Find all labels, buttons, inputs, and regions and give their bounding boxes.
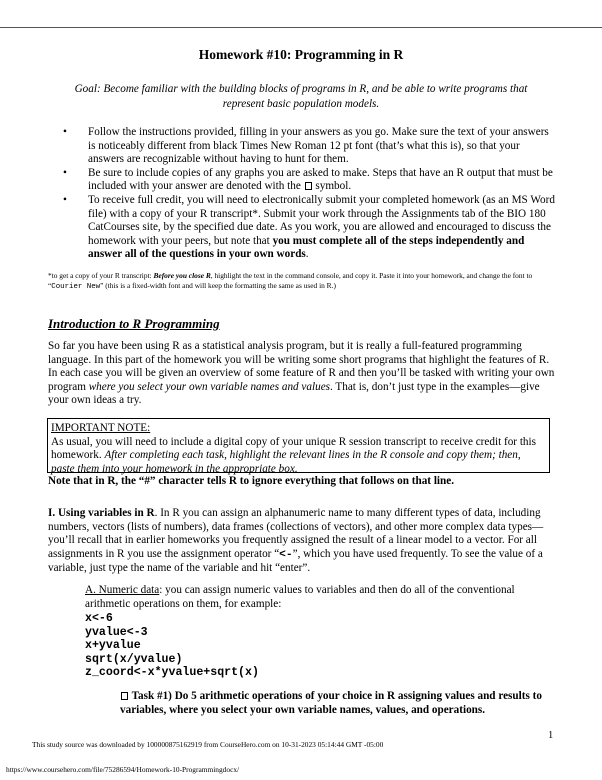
code-line: sqrt(x/yvalue) (85, 652, 183, 666)
instruction-emphasis: you must complete all of the steps independently and answer all of the questions in your own words (88, 234, 525, 261)
output-symbol-icon (121, 692, 128, 700)
intro-emphasis: where you select your own variable names and values (88, 380, 331, 393)
task-text: Task #1) Do 5 arithmetic operations of your choice in R assigning values and results to variables, where you select your own variable names, values, and operations. (120, 690, 542, 716)
comment-character-note: Note that in R, the “#” character tells R to ignore everything that follows on that line. (48, 475, 455, 487)
subsection-label: A. Numeric data (85, 584, 160, 596)
instruction-text: symbol. (312, 180, 352, 193)
section-variables (48, 507, 558, 576)
subsection-numeric-data (85, 584, 555, 611)
goal-statement: Goal: Become familiar with the building blocks of programs in R, and be able to write programs that represent basic population models. (74, 83, 528, 110)
top-divider (0, 27, 602, 28)
intro-text: So far you have been using R as a statistical analysis program, but it is really a full-featured programming language. In this part of the homework you will be writing some short programs that highlight the features of R. In each case you will be given an overview of some feature of R and then you’ll be tasked with writing your own program (48, 340, 555, 393)
section-heading-variables: I. Using variables in R (48, 507, 155, 519)
code-line: x+yvalue (85, 639, 141, 653)
note-text: As usual, you will need to include a digital copy of your unique R session transcript to receive credit for this homework. (51, 435, 536, 462)
footnote-text: ” (this is a fixed-width font and will keep the formatting the same as used in R.) (100, 281, 336, 290)
output-symbol-icon (305, 182, 312, 190)
assignment-operator: <- (279, 548, 293, 561)
instruction-item (48, 126, 558, 167)
footnote-font-name: Courier New (51, 283, 101, 291)
instruction-text: To receive full credit, you will need to electronically submit your completed homework (as an MS Word file) with a copy of your R transcript*. Submit your work through the Assignments tab of the BIO 180 CatCourses site, by the specified due date. As you work, you are allowed and encouraged to discuss the homework with your peers, but note that (88, 193, 555, 247)
code-example (85, 612, 259, 680)
intro-text: . That is, don’t just type in the examples—give your own ideas a try. (48, 380, 540, 407)
footnote-emphasis: Before you close R (153, 271, 211, 280)
note-heading: IMPORTANT NOTE: (51, 422, 151, 434)
instruction-text: Follow the instructions provided, filling in your answers as you go. Make sure the text of your answers is noticeably different from black Times New Roman 12 pt font (that’s what this is), so that your answers are recognizable without having to hunt for them. (88, 126, 549, 166)
important-note-box (47, 418, 550, 473)
section-text: ”, which you have used frequently. To see the value of a variable, just type the name of the variable and hit “enter”. (48, 547, 543, 575)
task-1 (120, 690, 560, 717)
download-notice: This study source was downloaded by 100000875162919 from CourseHero.com on 10-31-2023 05:14:44 GMT -05:00 (32, 740, 384, 749)
section-heading-intro: Introduction to R Programming (48, 316, 220, 331)
instructions-list (48, 126, 558, 262)
note-body (51, 436, 546, 477)
instruction-text: Be sure to include copies of any graphs you are asked to make. Steps that have an R output that must be included with your answer are denoted with the (88, 166, 553, 193)
footnote-text: *to get a copy of your R transcript: (48, 271, 154, 280)
subsection-text: : you can assign numeric values to variables and then do all of the conventional arithmetic operations on them, for example: (85, 584, 515, 610)
transcript-footnote (48, 271, 558, 292)
instruction-item (48, 194, 558, 262)
source-url: https://www.coursehero.com/file/75286594/Homework-10-Programmingdocx/ (6, 765, 240, 774)
instruction-text: . (305, 248, 309, 261)
page-title: Homework #10: Programming in R (198, 47, 404, 62)
section-text: . In R you can assign an alphanumeric name to many different types of data, including numbers, vectors (lists of numbers), data frames (collections of vectors), and other more complex data types—you’ll recall that in earlier homeworks you frequently assigned the result of a linear model to a vector. For all assignments in R you use the assignment operator “ (48, 507, 544, 560)
code-line: yvalue<-3 (85, 625, 148, 639)
intro-paragraph (48, 340, 558, 408)
note-emphasis: After completing each task, highlight the relevant lines in the R console and copy them; then, paste them into your homework in the appropriate box. (51, 449, 521, 475)
instruction-item (48, 167, 558, 194)
code-line: x<-6 (85, 612, 113, 625)
page-number: 1 (548, 730, 554, 741)
code-line: z_coord<-x*yvalue+sqrt(x) (85, 666, 259, 680)
footnote-text: , highlight the text in the command console, and copy it. Paste it into your homework, and change the font to “ (48, 271, 533, 290)
